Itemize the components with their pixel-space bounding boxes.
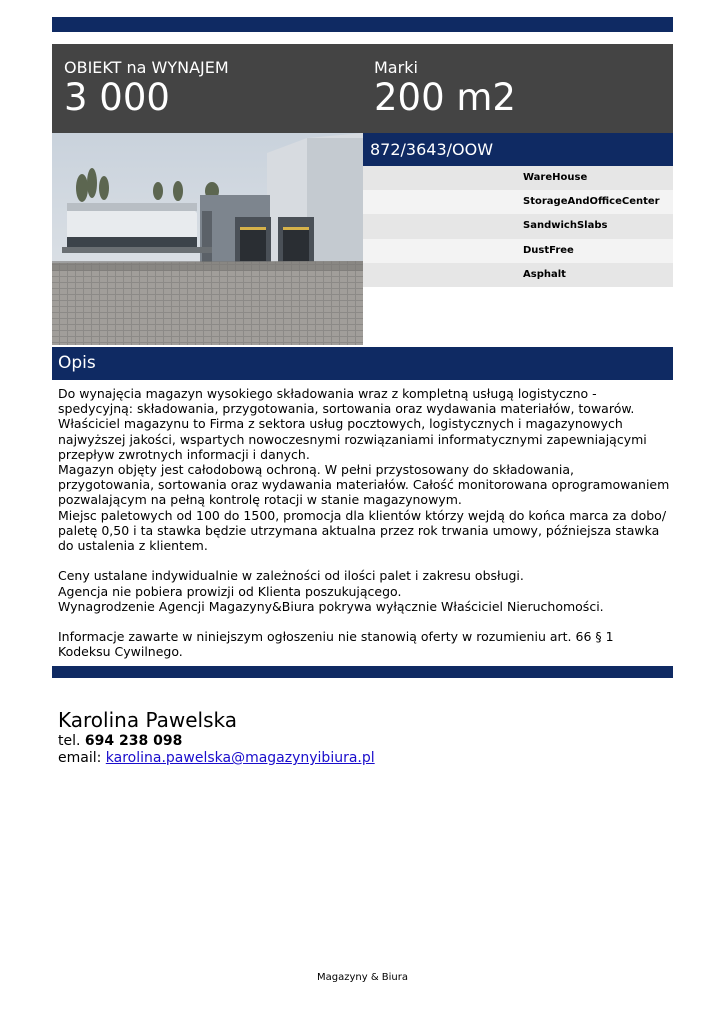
- email-line: [58, 750, 375, 767]
- phone-number[interactable]: 694 238 098: [84, 733, 183, 749]
- email-label: email:: [58, 750, 102, 766]
- location-label: Marki: [374, 58, 418, 77]
- description-paragraph: Wynagrodzenie Agencji Magazyny&Biura pokrywa wyłącznie Właściciel Nieruchomości.: [58, 598, 604, 614]
- feature-item: Asphalt: [363, 263, 673, 287]
- feature-item: SandwichSlabs: [363, 214, 673, 238]
- description-paragraph: Ceny ustalane indywidualnie w zależności od ilości palet i zakresu obsługi.: [58, 568, 524, 584]
- top-bar: [52, 17, 673, 32]
- agent-name: Karolina Pawelska: [58, 708, 237, 732]
- phone-label: tel.: [58, 733, 81, 749]
- description-paragraph: Do wynajęcia magazyn wysokiego składowania wraz z kompletną usługą logistyczno - spedycyjną: składowania, przygotowania, sortowania oraz wydawania materiałów, towarów. Właściciel magazynu to Firma z sektora usług pocztowych, logistycznych i magazynowych najwyższej jakości, wspartych nowoczesnymi rozwiązaniami informatycznymi zapewniającymi przepływ zwrotnych informacji i danych.: [58, 386, 647, 462]
- area-value: 200 m2: [374, 76, 516, 119]
- description-heading: Opis: [52, 347, 673, 380]
- feature-item: StorageAndOfficeCenter: [363, 190, 673, 214]
- phone-line: [58, 733, 375, 750]
- listing-id: 872/3643/OOW: [363, 133, 673, 166]
- property-photo: [52, 133, 363, 345]
- feature-item: DustFree: [363, 239, 673, 263]
- description-paragraph: Magazyn objęty jest całodobową ochroną. W pełni przystosowany do składowania, przygotowania, sortowania oraz wydawania materiałów. Całość monitorowana oprogramowaniem pozwalającym na pełną kontrolę rotacji w stanie magazynowym.: [58, 462, 670, 508]
- spacer: [58, 614, 670, 629]
- contact-block: [58, 708, 375, 767]
- offer-type-label: OBIEKT na WYNAJEM: [64, 58, 229, 77]
- features-list: [363, 166, 673, 287]
- price-value: 3 000: [64, 76, 170, 119]
- email-link[interactable]: karolina.pawelska@magazynyibiura.pl: [105, 750, 375, 766]
- description-paragraph: Informacje zawarte w niniejszym ogłoszeniu nie stanowią oferty w rozumieniu art. 66 § 1 Kodeksu Cywilnego.: [58, 629, 614, 660]
- description-body: [58, 386, 670, 660]
- listing-header: [52, 44, 673, 133]
- feature-item: WareHouse: [363, 166, 673, 190]
- spacer: [58, 553, 670, 568]
- footer-text: Magazyny & Biura: [316, 972, 409, 983]
- description-paragraph: Agencja nie pobiera prowizji od Klienta poszukującego.: [58, 583, 402, 599]
- bottom-bar: [52, 666, 673, 678]
- description-paragraph: Miejsc paletowych od 100 do 1500, promocja dla klientów którzy wejdą do końca marca za dobo/ paletę 0,50 i ta stawka będzie utrzymana aktualna przez rok trwania umowy, późniejsza stawka do ustalenia z klientem.: [58, 507, 667, 554]
